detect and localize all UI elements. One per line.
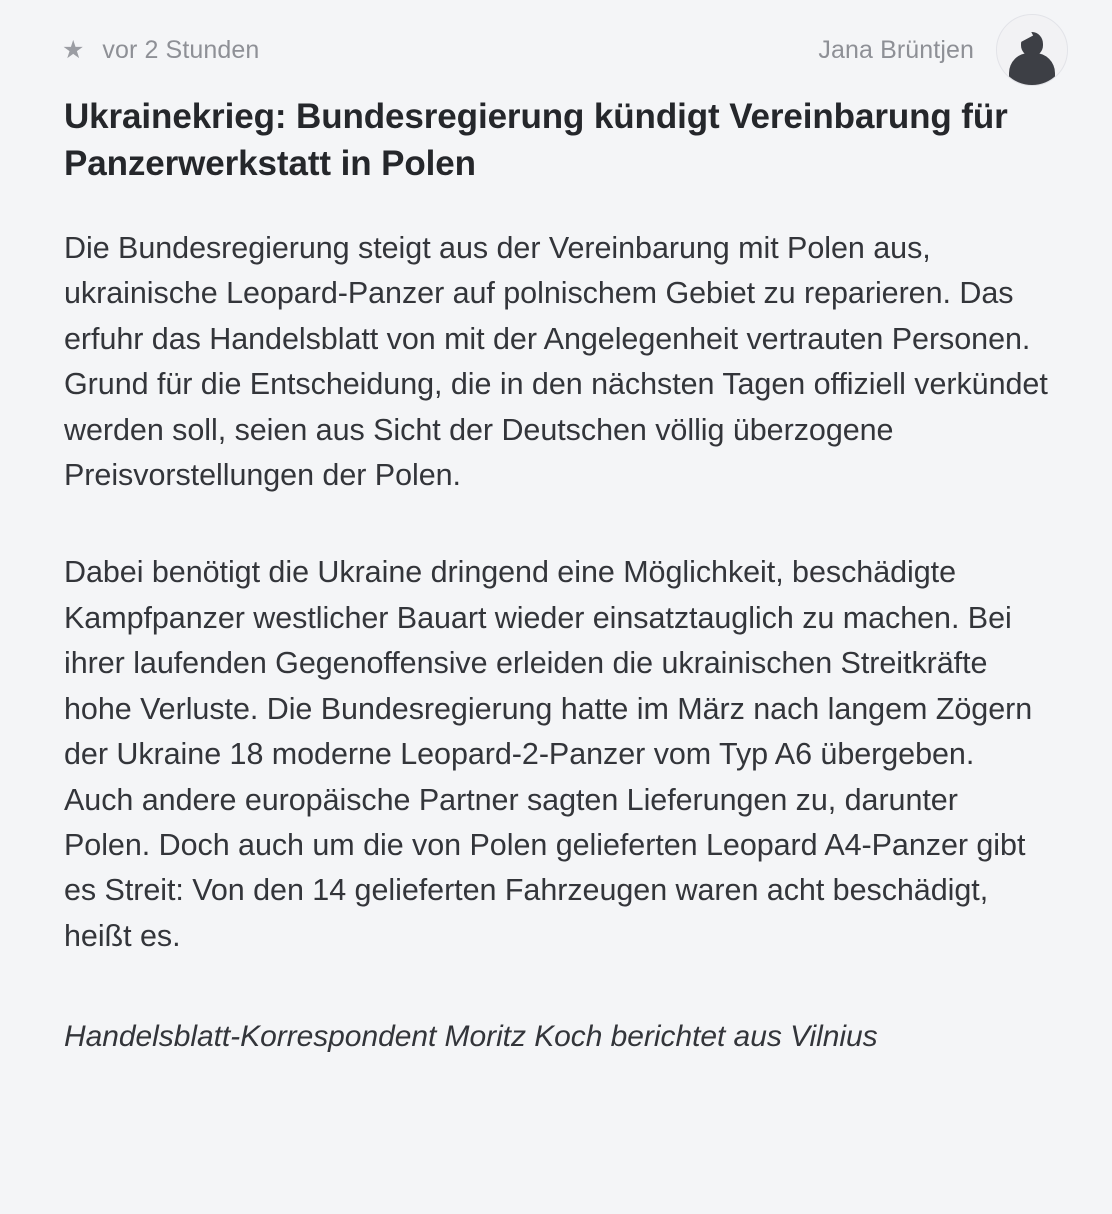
page-title: Ukrainekrieg: Bundesregierung kündigt Vereinbarung für Panzerwerkstatt in Polen xyxy=(64,97,1008,183)
article-byline: Handelsblatt-Korrespondent Moritz Koch berichtet aus Vilnius xyxy=(64,1020,878,1054)
author-name: Jana Brüntjen xyxy=(818,35,974,64)
avatar-body-shape xyxy=(1009,53,1055,86)
article-meta-row xyxy=(0,0,1112,66)
article-paragraph: Dabei benötigt die Ukraine dringend eine Möglichkeit, beschädigte Kampfpanzer westlicher Bauart wieder einsatztauglich zu machen. Bei ihrer laufenden Gegenoffensive erleiden die ukrainischen Streitkräfte hohe Verluste. Die Bundesregierung hatte im März nach langem Zögern der Ukraine 18 moderne Leopard-2-Panzer vom Typ A6 übergeben. Auch andere europäische Partner sagten Lieferungen zu, darunter Polen. Doch auch um die von Polen gelieferten Leopard A4-Panzer gibt es Streit: Von den 14 gelieferten Fahrzeugen waren acht beschädigt, heißt es. xyxy=(64,555,1033,953)
article-content xyxy=(0,94,1112,1059)
article-paragraph: Die Bundesregierung steigt aus der Vereinbarung mit Polen aus, ukrainische Leopard-Panzer auf polnischem Gebiet zu reparieren. Das erfuhr das Handelsblatt von mit der Angelegenheit vertrauten Personen. Grund für die Entscheidung, die in den nächsten Tagen offiziell verkündet werden soll, seien aus Sicht der Deutschen völlig überzogene Preisvorstellungen der Polen. xyxy=(64,230,1048,492)
star-icon[interactable]: ★ xyxy=(62,35,85,64)
timestamp: vor 2 Stunden xyxy=(102,35,260,64)
avatar[interactable] xyxy=(996,14,1068,86)
